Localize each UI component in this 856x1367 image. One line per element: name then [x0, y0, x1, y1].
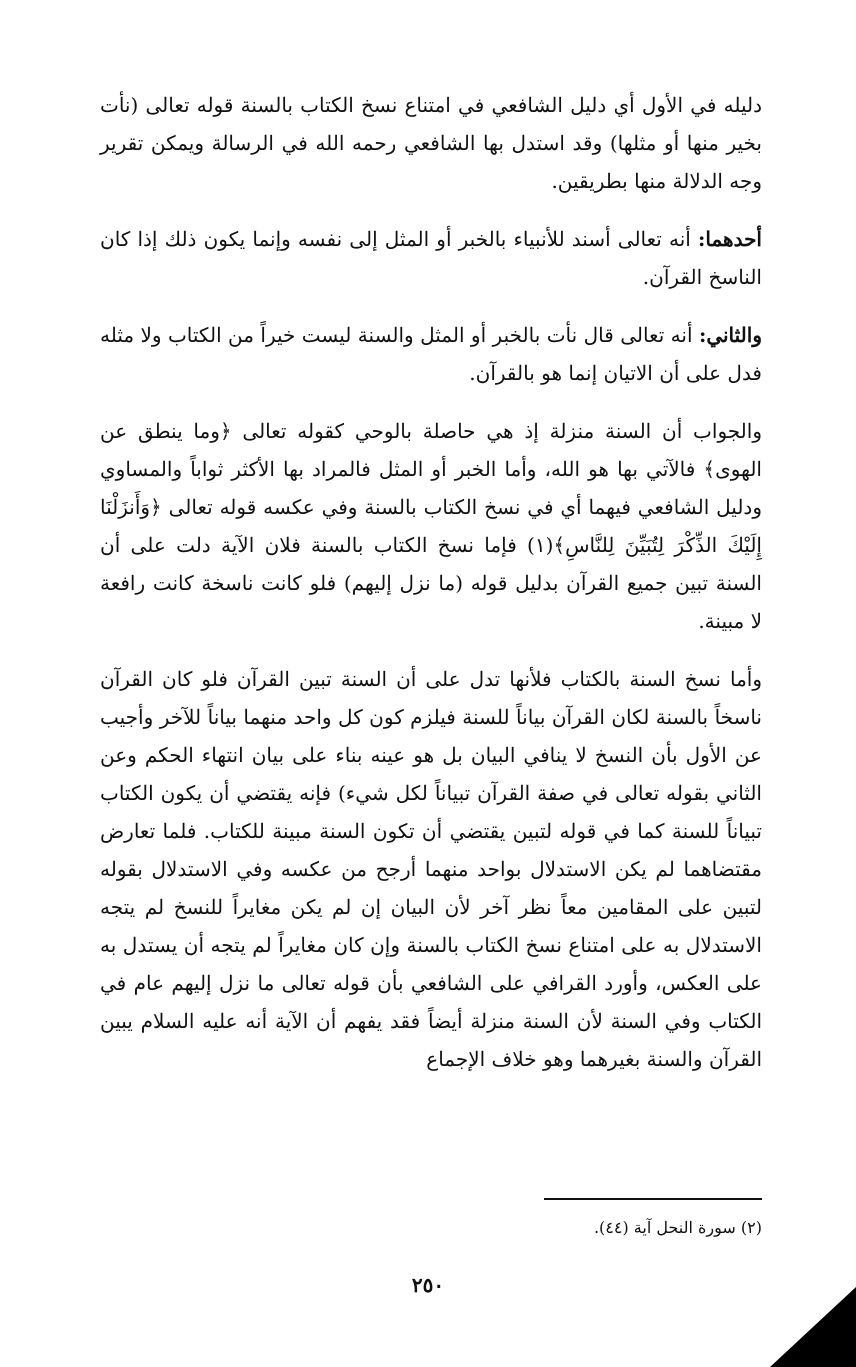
- paragraph-lead: والثاني:: [698, 323, 762, 347]
- paragraph-4: [100, 412, 762, 640]
- paragraph-5: [100, 660, 762, 1078]
- paragraph-1: [100, 86, 762, 200]
- paragraph-text: وأما نسخ السنة بالكتاب فلأنها تدل على أن السنة تبين القرآن فلو كان القرآن ناسخاً بالسنة لكان القرآن بياناً للسنة فيلزم كون كل واحد منهما بياناً للآخر وأجيب عن الأول بأن النسخ لا ينافي البيان بل هو عينه بناء على بيان انتهاء الحكم وعن الثاني بقوله تعالى في صفة القرآن تبياناً لكل شيء) فإنه يقتضي أن يكون الكتاب تبياناً للسنة كما في قوله لتبين يقتضي أن تكون السنة مبينة للكتاب. فلما تعارض مقتضاهما لم يكن الاستدلال بواحد منهما أرجح من عكسه وفي الاستدلال بقوله لتبين على المقامين معاً نظر آخر لأن البيان إن لم يكن مغايراً للنسخ لم يتجه الاستدلال به على امتناع نسخ الكتاب بالسنة وإن كان مغايراً لم يتجه أن يستدل به على العكس، وأورد القرافي على الشافعي بأن قوله تعالى ما نزل إليهم عام في الكتاب وفي السنة لأن السنة منزلة أيضاً فقد يفهم أن الآية أنه عليه السلام يبين القرآن والسنة بغيرهما وهو خلاف الإجماع: [100, 667, 762, 1071]
- paragraph-text: دليله في الأول أي دليل الشافعي في امتناع نسخ الكتاب بالسنة قوله تعالى (نأت بخير منها أو مثلها) وقد استدل بها الشافعي رحمه الله في الرسالة ويمكن تقرير وجه الدلالة منها بطريقين.: [100, 93, 762, 193]
- paragraph-lead: أحدهما:: [697, 227, 762, 251]
- paragraph-text: أنه تعالى أسند للأنبياء بالخبر أو المثل إلى نفسه وإنما يكون ذلك إذا كان الناسخ القرآن.: [100, 227, 762, 289]
- footnote-divider: [544, 1198, 762, 1200]
- footnote: (٢) سورة النحل آية (٤٤).: [593, 1218, 762, 1237]
- page-body: [100, 86, 762, 1098]
- page-corner-shadow: [770, 1287, 856, 1367]
- paragraph-text: أنه تعالى قال نأت بالخبر أو المثل والسنة ليست خيراً من الكتاب ولا مثله فدل على أن الاتيان إنما هو بالقرآن.: [100, 323, 762, 385]
- page-number: ٢٥٠: [411, 1273, 445, 1297]
- paragraph-2: [100, 220, 762, 296]
- paragraph-3: [100, 316, 762, 392]
- paragraph-text: والجواب أن السنة منزلة إذ هي حاصلة بالوحي كقوله تعالى ﴿وما ينطق عن الهوى﴾ فالآتي بها هو الله، وأما الخبر أو المثل فالمراد بها الأكثر ثواباً والمساوي ودليل الشافعي فيهما أي في نسخ الكتاب بالسنة وفي عكسه قوله تعالى ﴿وَأَنزَلْنَا إِلَيْكَ الذِّكْرَ لِتُبَيِّنَ لِلنَّاسِ﴾(١) فإما نسخ الكتاب بالسنة فلان الآية دلت على أن السنة تبين جميع القرآن بدليل قوله (ما نزل إليهم) فلو كانت ناسخة كانت رافعة لا مبينة.: [100, 419, 762, 633]
